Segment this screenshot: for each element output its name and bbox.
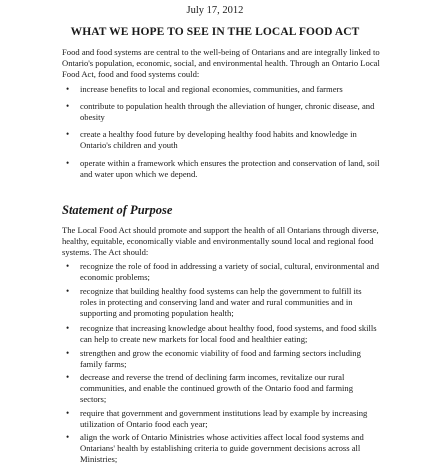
bullet-icon: • [66,129,70,139]
list-item [66,432,380,464]
list-item-text: decrease and reverse the trend of declining farm incomes, revitalize our rural communities, and enable the continued growth of the Ontario food and farming sectors; [80,372,354,404]
bullet-icon: • [66,286,70,296]
bullet-icon: • [66,101,70,111]
bullet-icon: • [66,261,70,271]
section-heading: Statement of Purpose [62,203,173,217]
bullet-icon: • [66,158,70,168]
list-item [66,84,380,95]
document-date: July 17, 2012 [186,5,244,16]
list-item [66,286,380,318]
list-item [66,372,380,404]
list-item [66,158,380,180]
bullet-icon: • [66,323,70,333]
list-item-text: align the work of Ontario Ministries whose activities affect local food systems and Ontarians' health by establishing criteria to guide government decisions across all Ministries; [80,432,364,464]
bullet-icon: • [66,348,70,358]
bullet-icon: • [66,84,70,94]
list-item-text: recognize that increasing knowledge about healthy food, food systems, and food skills can help to create new markets for local food and healthier eating; [80,323,377,344]
list-item-text: recognize the role of food in addressing a variety of social, cultural, environmental and economic problems; [80,261,380,282]
purpose-paragraph: The Local Food Act should promote and support the health of all Ontarians through diverse, healthy, equitable, economically viable and environmentally sound local and regional food systems. The Act should: [62,225,379,257]
list-item-text: increase benefits to local and regional economies, communities, and farmers [80,84,343,94]
bullet-icon: • [66,372,70,382]
list-item-text: require that government and government institutions lead by example by increasing utilization of Ontario food each year; [80,408,368,429]
list-item-text: operate within a framework which ensures the protection and conservation of land, soil and water upon which we depend. [80,158,380,179]
list-item [66,261,380,283]
list-item [66,348,380,370]
list-item-text: recognize that building healthy food systems can help the government to fulfill its roles in protecting and conserving land and water and rural communities and in supporting and promoting population health; [80,286,362,318]
list-item [66,129,380,151]
list-item-text: strengthen and grow the economic viability of food and farming sectors including family farms; [80,348,361,369]
list-item-text: create a healthy food future by developing healthy food habits and knowledge in Ontario's children and youth [80,129,357,150]
list-item [66,101,380,123]
list-item [66,408,380,430]
bullet-icon: • [66,432,70,442]
document-title: WHAT WE HOPE TO SEE IN THE LOCAL FOOD ACT [70,26,360,38]
list-item-text: contribute to population health through the alleviation of hunger, chronic disease, and obesity [80,101,375,122]
list-item [66,323,380,345]
intro-paragraph: Food and food systems are central to the well-being of Ontarians and are integrally linked to Ontario's population, economic, social, and environmental health. Through an Ontario Local Food Act, food and food systems could: [62,47,380,79]
bullet-icon: • [66,408,70,418]
